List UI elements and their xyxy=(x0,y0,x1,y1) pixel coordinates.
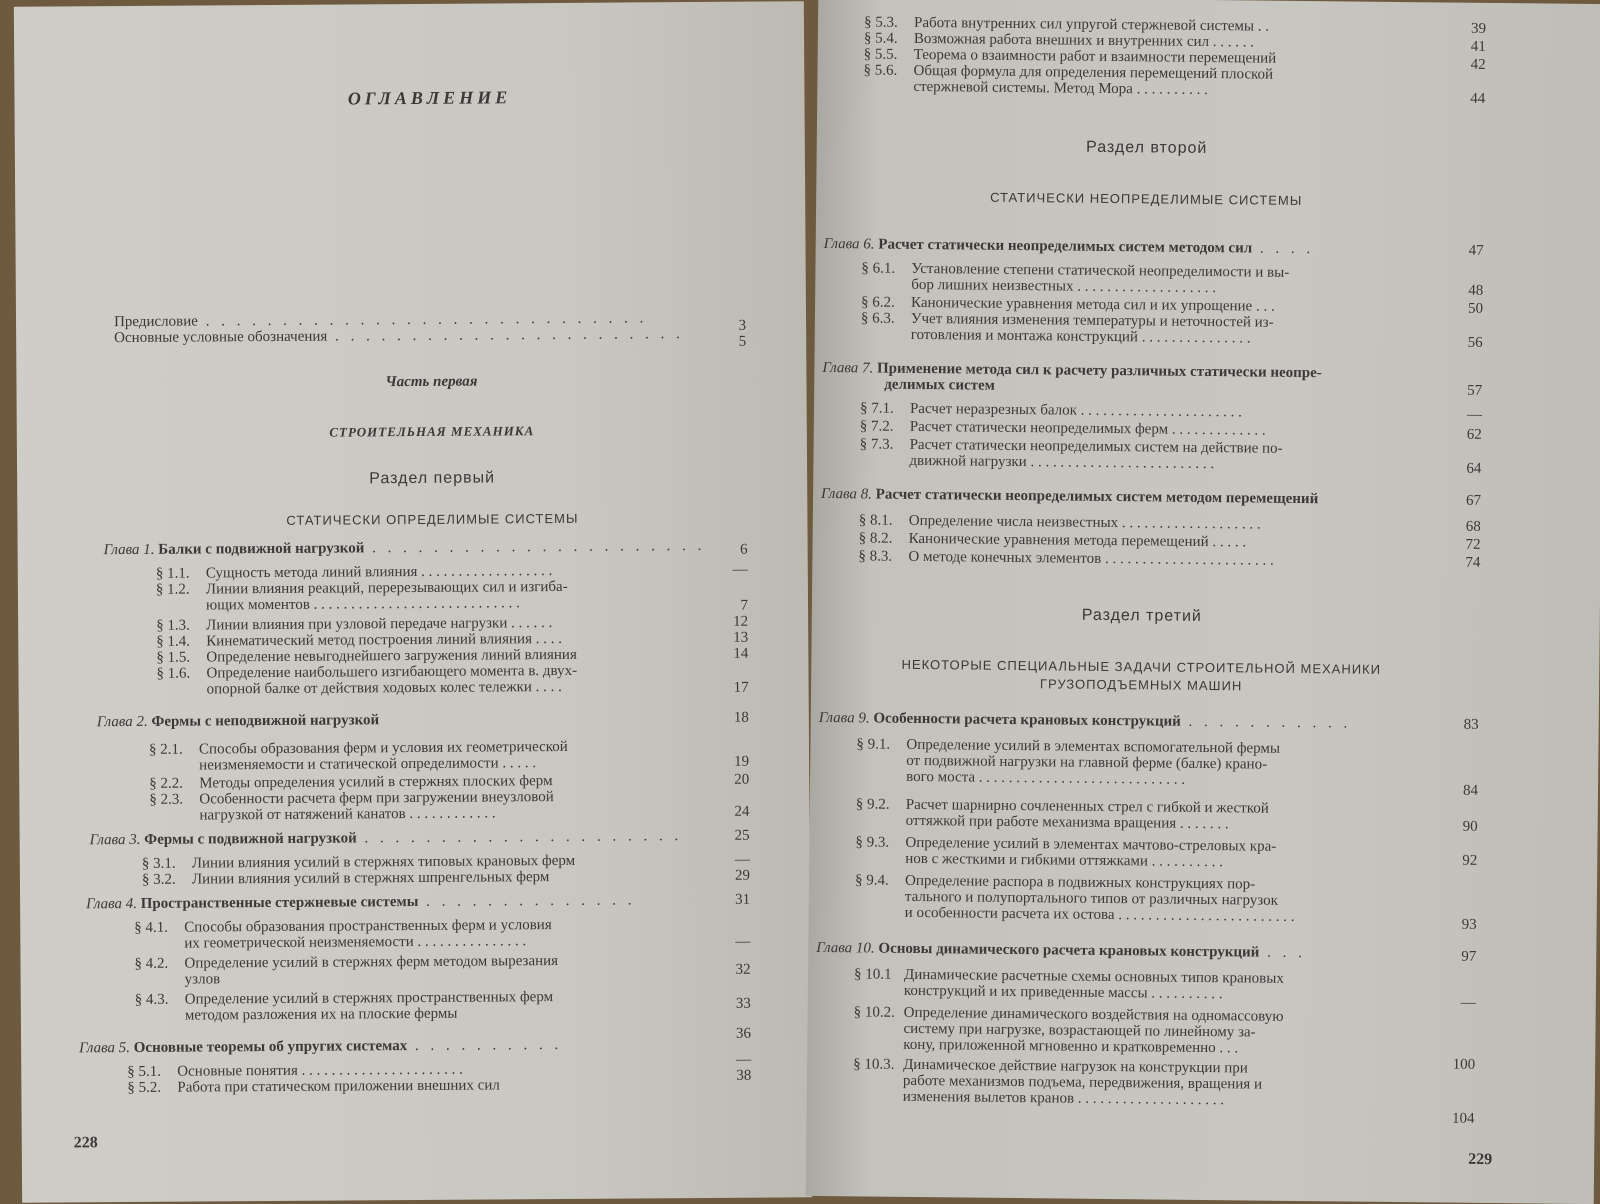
toc-section-2-1[interactable]: § 2.1. Способы образования ферм и условия их геометрической неизменяемости и статической определимости . . . . . xyxy=(148,738,568,774)
page-ref: 42 xyxy=(1470,56,1486,73)
page-ref: 19 xyxy=(734,753,750,770)
right-page xyxy=(806,0,1600,1204)
page-ref: — xyxy=(732,561,748,578)
toc-section-9-3[interactable]: § 9.3. Определение усилий в элементах мачтово-стреловых кра- нов с жесткими и гибкими оттяжками . . . . . . . . . . xyxy=(855,834,1277,871)
page-number: 229 xyxy=(1468,1150,1493,1169)
toc-section-5-6[interactable]: § 5.6. Общая формула для определения перемещений плоской стержневой системы. Метод Мора . . . . . . . . . . xyxy=(863,62,1274,98)
page-ref: 48 xyxy=(1468,282,1484,299)
page-ref: 90 xyxy=(1462,818,1478,835)
toc-section-10-1[interactable]: § 10.1 Динамические расчетные схемы основных типов крановых конструкций и их приведенные массы . . . . . . . . . . xyxy=(853,966,1284,1003)
toc-section-9-2[interactable]: § 9.2. Расчет шарнирно сочлененных стрел с гибкой и жесткой оттяжкой при работе механизма вращения . . . . . . . xyxy=(855,796,1269,833)
page-ref: 47 xyxy=(1468,242,1484,259)
page-ref: 100 xyxy=(1452,1056,1476,1073)
page-ref: 25 xyxy=(734,827,750,844)
toc-section-5-1[interactable]: § 5.1. Основные понятия . . . . . . . . . . . . . . . . . . . . . . xyxy=(127,1061,463,1081)
page-ref: 64 xyxy=(1466,460,1482,477)
page-ref: — xyxy=(736,1051,752,1068)
page-ref: 5 xyxy=(738,333,747,350)
page-ref: 56 xyxy=(1467,334,1483,351)
toc-section-7-1[interactable]: § 7.1. Расчет неразрезных балок . . . . . . . . . . . . . . . . . . . . . . xyxy=(859,400,1243,421)
toc-chapter-3[interactable]: Глава 3. Фермы с подвижной нагрузкой . . . . . . . . . . . . . . . . . . . . . xyxy=(89,828,683,849)
toc-entry-preface[interactable]: Предисловие . . . . . . . . . . . . . . . . . . . . . . . . . . . . . xyxy=(113,310,648,331)
toc-chapter-7[interactable]: Глава 7. Применение метода сил к расчету различных статически неопре- делимых систем xyxy=(822,359,1322,394)
toc-section-6-1[interactable]: § 6.1. Установление степени статической неопределимости и вы- бор лишних неизвестных . . . . . . . . . . . . . . . . . . . xyxy=(861,260,1290,297)
page-ref: — xyxy=(1466,406,1483,423)
page-ref: 41 xyxy=(1470,38,1486,55)
page-ref: — xyxy=(734,851,750,868)
toc-section-1-3[interactable]: § 1.3. Линии влияния при узловой передаче нагрузки . . . . . . xyxy=(156,615,553,634)
toc-chapter-5[interactable]: Глава 5. Основные теоремы об упругих системах . . . . . . . . . . xyxy=(79,1036,563,1057)
toc-section-1-5[interactable]: § 1.5. Определение невыгоднейшего загружения линий влияния xyxy=(156,646,577,666)
page-ref: 12 xyxy=(733,613,749,630)
page-ref: 6 xyxy=(740,541,748,558)
toc-section-7-3[interactable]: § 7.3. Расчет статически неопределимых систем на действие по- движной нагрузки . . . . . . . . . . . . . . . . . . . . . . . . . xyxy=(859,436,1283,473)
toc-section-5-3[interactable]: § 5.3. Работа внутренних сил упругой стержневой системы . . xyxy=(863,14,1270,35)
page-ref: 93 xyxy=(1461,916,1477,933)
page-ref: 67 xyxy=(1465,492,1482,509)
toc-section-7-2[interactable]: § 7.2. Расчет статически неопределимых ферм . . . . . . . . . . . . . xyxy=(859,418,1266,439)
page-ref: — xyxy=(735,933,751,950)
page-ref: 24 xyxy=(734,803,750,820)
toc-section-4-1[interactable]: § 4.1. Способы образования пространственных ферм и условия их геометрической неизменяемости . . . . . . . . . . . . . . . xyxy=(134,917,552,952)
toc-section-5-5[interactable]: § 5.5. Теорема о взаимности работ и взаимности перемещений xyxy=(863,46,1277,67)
page-ref: 50 xyxy=(1467,300,1484,317)
toc-entry-notation[interactable]: Основные условные обозначения . . . . . . . . . . . . . . . . . . . . . . . xyxy=(114,326,684,347)
toc-section-8-3[interactable]: § 8.3. О методе конечных элементов . . . . . . . . . . . . . . . . . . . . . . . xyxy=(858,548,1274,569)
section-3-title: Раздел третий xyxy=(1081,606,1202,625)
part-subtitle: СТРОИТЕЛЬНАЯ МЕХАНИКА xyxy=(329,423,535,440)
page-ref: 3 xyxy=(738,317,747,334)
part-title: Часть первая xyxy=(385,373,478,391)
toc-section-4-2[interactable]: § 4.2. Определение усилий в стержнях ферм методом вырезания узлов xyxy=(134,952,559,988)
toc-section-2-3[interactable]: § 2.3. Особенности расчета ферм при загружении внеузловой нагрузкой от натяжений канатов . . . . . . . . . . . . xyxy=(149,789,554,824)
toc-section-6-2[interactable]: § 6.2. Канонические уравнения метода сил и их упрощение . . . xyxy=(861,294,1275,315)
page-ref: 39 xyxy=(1470,20,1487,37)
section-2-subtitle: СТАТИЧЕСКИ НЕОПРЕДЕЛИМЫЕ СИСТЕМЫ xyxy=(990,189,1303,208)
page-ref: 14 xyxy=(733,645,749,662)
toc-section-10-3[interactable]: § 10.3. Динамическое действие нагрузок на конструкции при работе механизмов подъема, передвижения, вращения и изменения вылетов кранов . . . . . . . . . . . . . . . . . . . . xyxy=(853,1056,1263,1109)
toc-section-5-2[interactable]: § 5.2. Работа при статическом приложении внешних сил xyxy=(127,1077,500,1097)
page-ref: 17 xyxy=(733,679,749,696)
page-ref: 74 xyxy=(1465,554,1481,571)
page-ref: 18 xyxy=(733,709,749,726)
toc-section-1-4[interactable]: § 1.4. Кинематический метод построения линий влияния . . . . xyxy=(156,630,563,650)
page-ref: 38 xyxy=(736,1067,752,1084)
toc-section-1-1[interactable]: § 1.1. Сущность метода линий влияния . . . . . . . . . . . . . . . . . . xyxy=(155,563,553,582)
section-3-subtitle: НЕКОТОРЫЕ СПЕЦИАЛЬНЫЕ ЗАДАЧИ СТРОИТЕЛЬНОЙ МЕХАНИКИ xyxy=(901,656,1382,677)
section-title: Раздел первый xyxy=(369,469,496,488)
page-ref: 13 xyxy=(733,629,749,646)
toc-section-8-2[interactable]: § 8.2. Канонические уравнения метода перемещений . . . . . xyxy=(858,530,1247,551)
page-ref: 7 xyxy=(740,597,749,614)
page-ref: 32 xyxy=(735,961,751,978)
toc-chapter-4[interactable]: Глава 4. Пространственные стержневые системы . . . . . . . . . . . . . . xyxy=(86,892,636,913)
toc-section-1-6[interactable]: § 1.6. Определение наибольшего изгибающего момента в. двух- опорной балке от действия ходовых колес тележки . . . . xyxy=(156,662,578,698)
toc-chapter-2[interactable]: Глава 2. Фермы с неподвижной нагрузкой xyxy=(96,712,380,731)
section-3-subtitle-line2: ГРУЗОПОДЪЕМНЫХ МАШИН xyxy=(1039,676,1243,694)
page-ref: 62 xyxy=(1466,426,1482,443)
page-ref: 83 xyxy=(1463,716,1479,733)
page-ref: 33 xyxy=(735,995,751,1012)
left-page xyxy=(14,1,812,1202)
toc-chapter-10[interactable]: Глава 10. Основы динамического расчета крановых конструкций . . . xyxy=(816,939,1306,962)
page-ref: 44 xyxy=(1470,90,1486,107)
toc-section-4-3[interactable]: § 4.3. Определение усилий в стержнях пространственных ферм методом разложения их на плоские фермы xyxy=(134,989,554,1024)
page-ref: 72 xyxy=(1465,536,1481,553)
section-subtitle: СТАТИЧЕСКИ ОПРЕДЕЛИМЫЕ СИСТЕМЫ xyxy=(286,510,579,528)
page-ref: 36 xyxy=(735,1025,752,1042)
page-ref: 97 xyxy=(1461,948,1477,965)
page-ref: 68 xyxy=(1465,518,1481,535)
toc-chapter-8[interactable]: Глава 8. Расчет статически неопределимых систем методом перемещений xyxy=(821,485,1319,508)
toc-section-9-4[interactable]: § 9.4. Определение распора в подвижных конструкциях пор- тального и полупортального типов от различных нагрузок и особенности расчета их остова . . . . . . . . . . . . . . . . . . . . . . . . xyxy=(854,872,1295,925)
page-ref: 20 xyxy=(734,771,750,788)
toc-section-6-3[interactable]: § 6.3. Учет влияния изменения температуры и неточностей из- готовления и монтажа конструкций . . . . . . . . . . . . . . . xyxy=(860,310,1274,347)
toc-section-2-2[interactable]: § 2.2. Методы определения усилий в стержнях плоских ферм xyxy=(149,773,553,792)
page-ref: 31 xyxy=(735,891,751,908)
page-number: 228 xyxy=(73,1134,98,1152)
toc-section-9-1[interactable]: § 9.1. Определение усилий в элементах вспомогательной фермы от подвижной нагрузки на главной ферме (балке) крано- вого моста . . . . . . . . . . . . . . . . . . . . . . . . . . . . xyxy=(856,736,1281,788)
toc-chapter-1[interactable]: Глава 1. Балки с подвижной нагрузкой . . . . . . . . . . . . . . . . . . . . . . xyxy=(103,537,706,559)
page-ref: 57 xyxy=(1467,382,1483,399)
page-ref: — xyxy=(1460,994,1476,1011)
toc-section-3-2[interactable]: § 3.2. Линии влияния усилий в стержнях шпренгельных ферм xyxy=(141,869,550,888)
toc-chapter-9[interactable]: Глава 9. Особенности расчета крановых конструкций . . . . . . . . . . . xyxy=(818,709,1352,732)
toc-section-8-1[interactable]: § 8.1. Определение числа неизвестных . . . . . . . . . . . . . . . . . . . xyxy=(858,512,1261,533)
page-ref: 92 xyxy=(1462,852,1478,869)
toc-title: ОГЛАВЛЕНИЕ xyxy=(347,87,512,109)
toc-section-1-2[interactable]: § 1.2. Линии влияния реакций, перерезывающих сил и изгиба- ющих моментов . . . . . . . . . . . . . . . . . . . . . . . . . . . . xyxy=(155,578,568,614)
toc-chapter-6[interactable]: Глава 6. Расчет статически неопределимых систем методом сил . . . . xyxy=(823,235,1315,258)
section-2-title: Раздел второй xyxy=(1086,138,1208,157)
toc-section-5-4[interactable]: § 5.4. Возможная работа внешних и внутренних сил . . . . . . xyxy=(863,30,1255,51)
toc-section-3-1[interactable]: § 3.1. Линии влияния усилий в стержнях типовых крановых ферм xyxy=(141,852,576,872)
page-ref: 29 xyxy=(734,867,750,884)
page-ref: 104 xyxy=(1451,1110,1475,1127)
toc-section-10-2[interactable]: § 10.2. Определение динамического воздействия на одномассовую систему при нагрузке, возрастающей по линейному за- кону, приложенной мгновенно и кратковременно . . . xyxy=(853,1004,1284,1057)
page-ref: 84 xyxy=(1462,782,1479,799)
